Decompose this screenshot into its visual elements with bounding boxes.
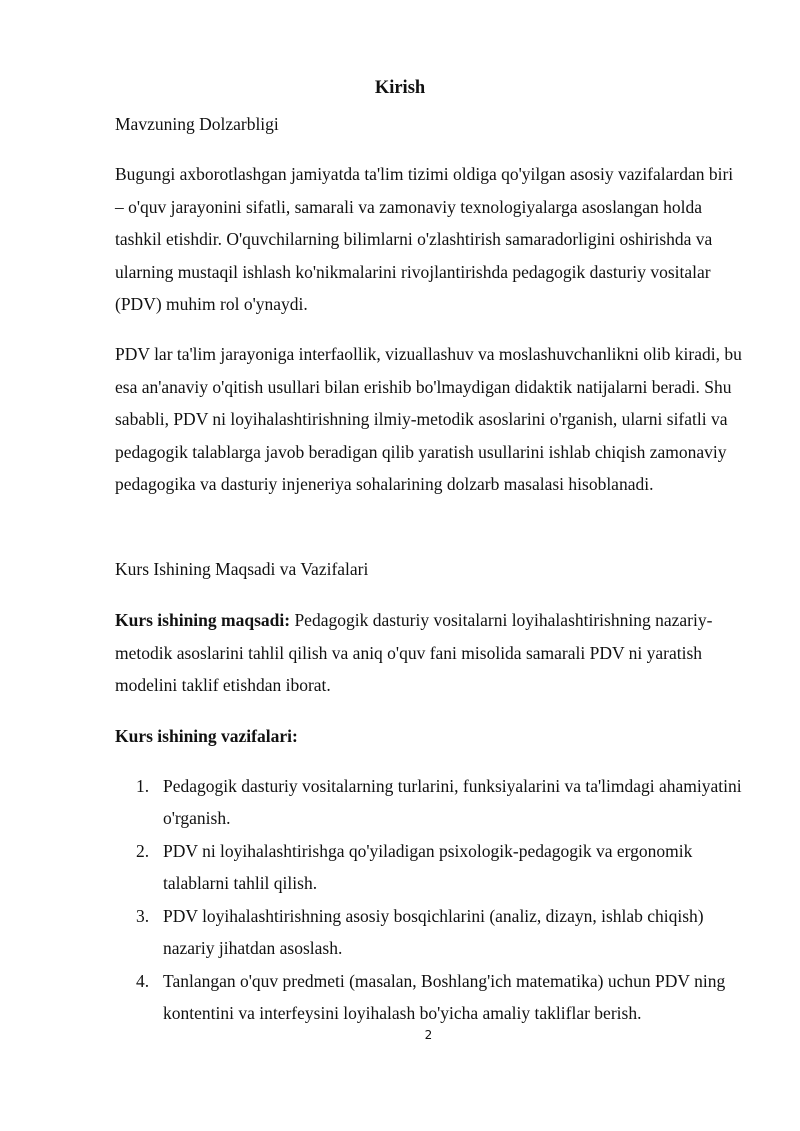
paragraph-goal bbox=[115, 604, 745, 702]
list-item-number: 3. bbox=[136, 905, 150, 926]
list-item-number: 4. bbox=[136, 970, 150, 991]
list-item-number: 2. bbox=[136, 840, 150, 861]
list-item bbox=[115, 900, 745, 964]
list-item-text: PDV ni loyihalashtirishga qo'yiladigan psixologik-pedagogik va ergonomik talablarni tahlil qilish. bbox=[163, 840, 693, 894]
goal-text: Pedagogik dasturiy vositalarni loyihalashtirishning nazariy-metodik asoslarini tahlil qilish va aniq o'quv fani misolida samarali PDV ni yaratish modelini taklif etishdan iborat. bbox=[115, 610, 713, 696]
list-item-text: Tanlangan o'quv predmeti (masalan, Boshlang'ich matematika) uchun PDV ning kontentini va interfeysini loyihalash bo'yicha amaliy takliflar berish. bbox=[163, 970, 726, 1023]
paragraph-relevance-2: PDV lar ta'lim jarayoniga interfaollik, vizuallashuv va moslashuvchanlikni olib kiradi, bu esa an'anaviy o'qitish usullari bilan erishib bo'lmaydigan didaktik natijalarni beradi. Shu sababli, PDV ni loyihalashtirishning ilmiy-metodik asoslarini o'rganish, ularni sifatli va pedagogik talablarga javob beradigan qilib yaratish usullarini ishlab chiqish zamonaviy pedagogika va dasturiy injeneriya sohalarining dolzarb masalasi hisoblanadi. bbox=[115, 344, 742, 495]
section-heading-relevance: Mavzuning Dolzarbligi bbox=[115, 114, 279, 134]
list-item-text: PDV loyihalashtirishning asosiy bosqichlarini (analiz, dizayn, ishlab chiqish) nazariy jihatdan asoslash. bbox=[163, 905, 704, 959]
page-number: 2 bbox=[424, 1028, 433, 1042]
section-heading-goals: Kurs Ishining Maqsadi va Vazifalari bbox=[115, 559, 369, 579]
list-item bbox=[115, 965, 745, 1029]
paragraph-relevance-1: Bugungi axborotlashgan jamiyatda ta'lim tizimi oldiga qo'yilgan asosiy vazifalardan biri – o'quv jarayonini sifatli, samarali va zamonaviy texnologiyalarga asoslangan holda tashkil etishdir. O'quvchilarning bilimlarni o'zlashtirish samaradorligini oshirishda va ularning mustaqil ishlash ko'nikmalarini rivojlantirishda pedagogik dasturiy vositalar (PDV) muhim rol o'ynaydi. bbox=[115, 164, 734, 315]
list-item-text: Pedagogik dasturiy vositalarning turlarini, funksiyalarini va ta'limdagi ahamiyatini o'rganish. bbox=[163, 776, 742, 829]
tasks-list bbox=[115, 770, 745, 1030]
tasks-heading: Kurs ishining vazifalari: bbox=[115, 726, 298, 746]
page-title: Kirish bbox=[374, 78, 426, 98]
list-item bbox=[115, 835, 745, 899]
goal-label: Kurs ishining maqsadi: bbox=[115, 610, 291, 630]
list-item-number: 1. bbox=[136, 776, 150, 796]
list-item bbox=[115, 770, 745, 834]
